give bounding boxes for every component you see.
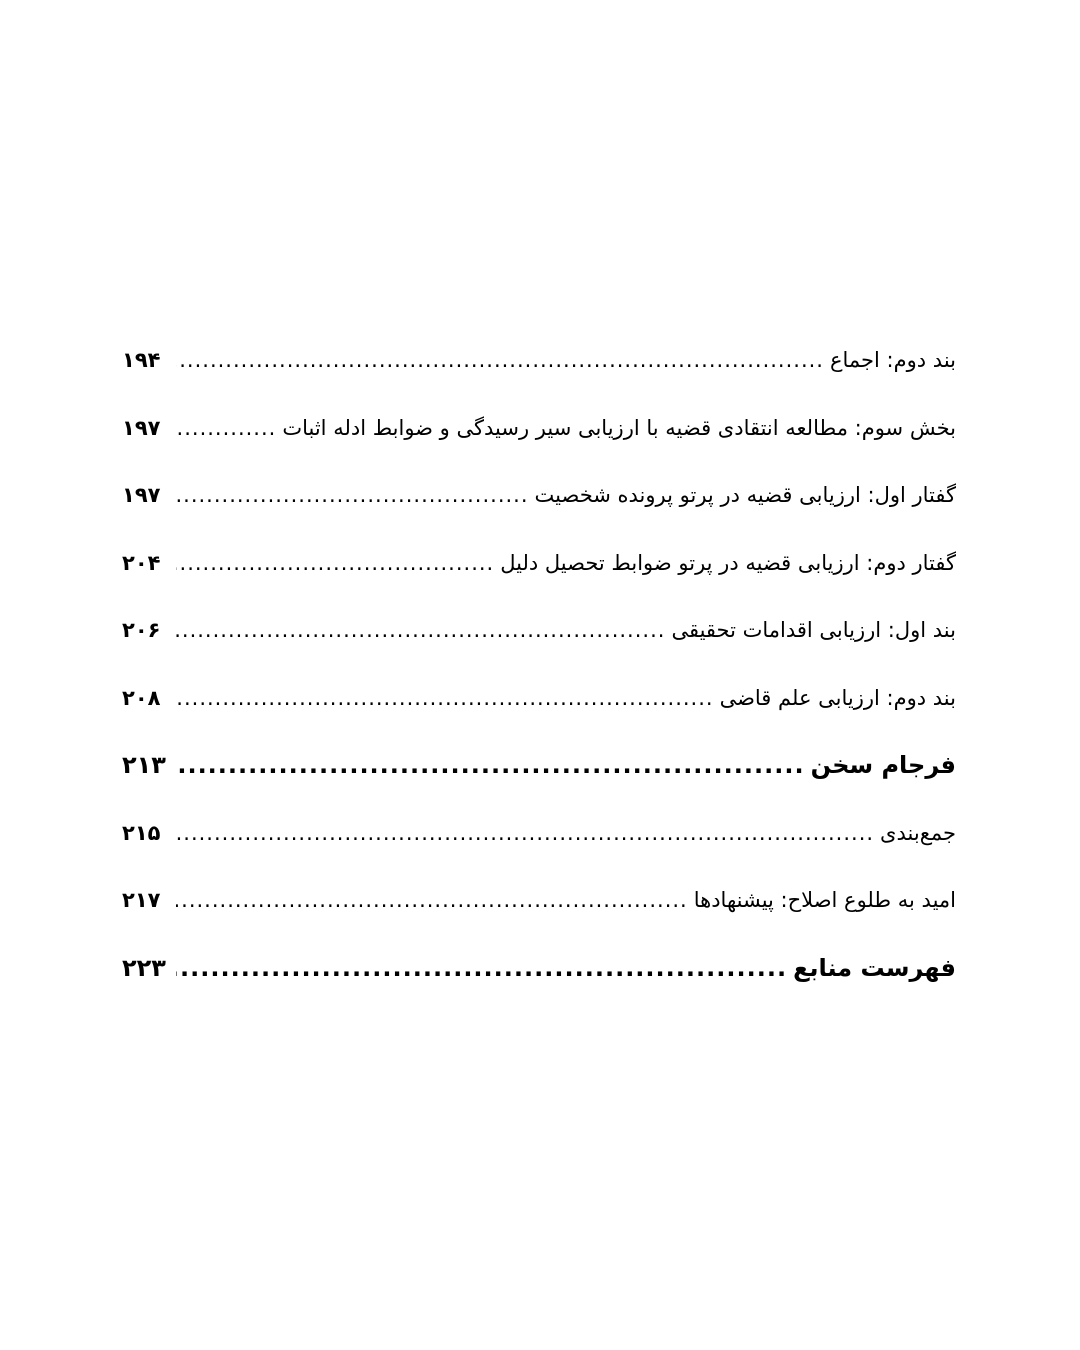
toc-entry-page: ۱۹۷ [122, 415, 161, 440]
toc-entry-title: امید به طلوع اصلاح: پیشنهادها [693, 888, 956, 912]
toc-dot-leader [176, 541, 494, 585]
toc-dot-leader [176, 878, 688, 922]
toc-entry-title: جمع‌بندی [880, 820, 956, 845]
toc-entry-page: ۲۱۵ [122, 820, 161, 845]
toc-entry-page: ۲۰۶ [122, 618, 161, 642]
toc-entry-title: گفتار دوم: ارزیابی قضیه در پرتو ضوابط تحصیل دلیل [500, 550, 956, 575]
toc-entry [122, 473, 956, 541]
toc-dot-leader [176, 811, 874, 855]
toc-entry-title: گفتار اول: ارزیابی قضیه در پرتو پرونده شخصیت [534, 483, 956, 507]
toc-entry-page: ۲۱۳ [122, 751, 166, 779]
toc-entry [122, 676, 956, 744]
toc-dot-leader [176, 338, 824, 382]
toc-entry-major [122, 946, 956, 1014]
toc-entry [122, 406, 956, 474]
toc-entry-page: ۲۱۷ [122, 888, 161, 912]
toc-entry-title: بخش سوم: مطالعه انتقادی قضیه با ارزیابی سیر رسیدگی و ضوابط ادله اثبات [282, 415, 956, 440]
toc-dot-leader [176, 406, 276, 450]
toc-entry-title: فهرست منابع [793, 953, 956, 982]
toc-entry-title: بند اول: ارزیابی اقدامات تحقیقی [671, 618, 956, 642]
toc-entry-page: ۱۹۷ [122, 483, 161, 507]
toc-entry [122, 338, 956, 406]
toc-entry-title: بند دوم: ارزیابی علم قاضی [719, 685, 956, 710]
toc-entry-title: بند دوم: اجماع [829, 348, 956, 372]
toc-entry [122, 541, 956, 609]
toc-dot-leader [176, 743, 805, 787]
toc-entry-page: ۲۰۴ [122, 550, 161, 575]
toc-entry [122, 811, 956, 879]
toc-dot-leader [176, 473, 529, 517]
toc-entry-major [122, 743, 956, 811]
toc-dot-leader [176, 946, 787, 990]
toc-entry-title: فرجام سخن [810, 751, 956, 779]
toc-dot-leader [176, 608, 665, 652]
toc-entry-page: ۲۰۸ [122, 685, 161, 710]
table-of-contents [122, 338, 956, 1013]
toc-entry [122, 608, 956, 676]
toc-entry-page: ۲۲۳ [122, 953, 166, 982]
toc-entry-page: ۱۹۴ [122, 348, 161, 372]
toc-dot-leader [176, 676, 714, 720]
toc-entry [122, 878, 956, 946]
